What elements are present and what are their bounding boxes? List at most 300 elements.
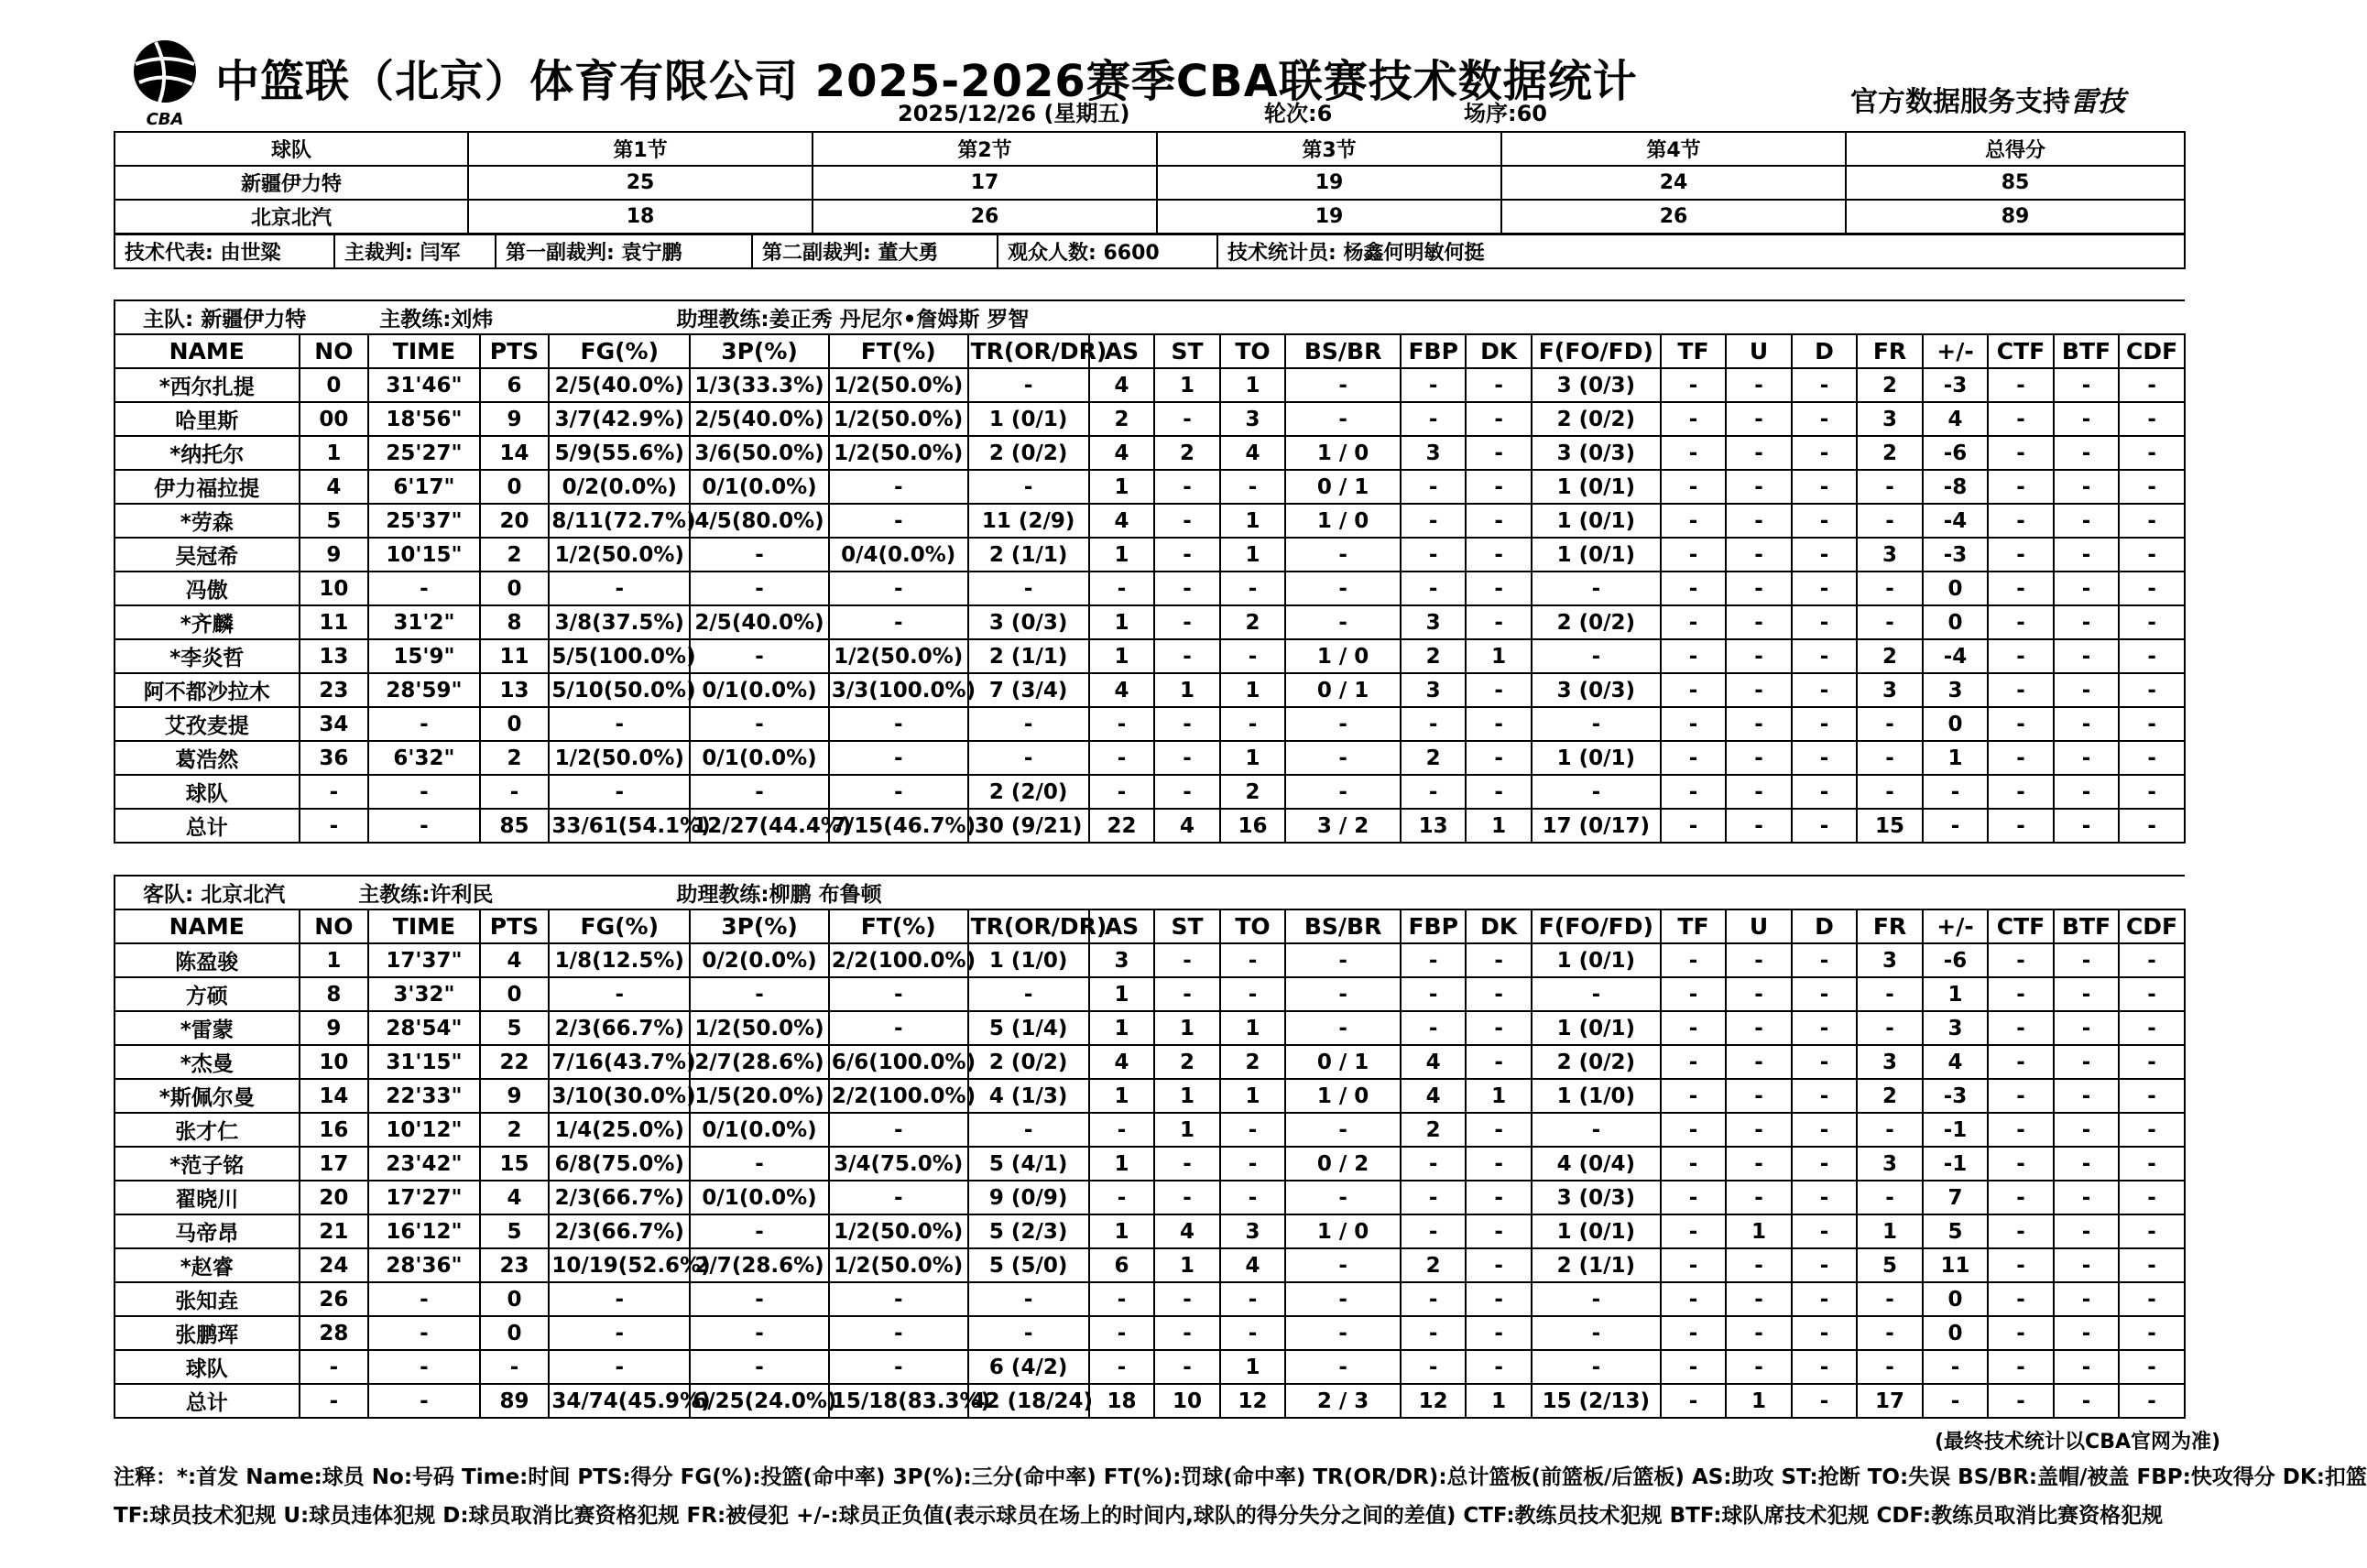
stat-cell: -: [2054, 605, 2120, 639]
stat-cell: -: [1988, 538, 2054, 572]
stat-cell: -: [829, 605, 968, 639]
stat-cell: -: [1661, 673, 1727, 707]
stat-cell: 1 / 0: [1285, 504, 1401, 538]
stat-cell: 1 (0/1): [1532, 538, 1661, 572]
quarter-cell: 第4节: [1501, 132, 1846, 166]
stat-cell: -: [2054, 470, 2120, 504]
stat-cell: -: [1726, 639, 1792, 673]
player-name: 艾孜麦提: [115, 707, 300, 741]
stat-cell: -: [1857, 504, 1923, 538]
stat-cell: 16'12": [368, 1214, 479, 1248]
player-row: [115, 1181, 2185, 1214]
stat-cell: -: [1661, 605, 1727, 639]
column-header: TO: [1220, 909, 1286, 943]
stat-cell: -: [1792, 741, 1858, 775]
stat-cell: -: [1089, 572, 1155, 605]
stat-cell: -: [1988, 1045, 2054, 1079]
column-header: NO: [300, 909, 369, 943]
player-name: 球队: [115, 1350, 300, 1384]
stat-cell: -: [690, 572, 829, 605]
stat-cell: -: [1466, 943, 1532, 977]
stat-cell: 9 (0/9): [968, 1181, 1089, 1214]
player-name: 翟晓川: [115, 1181, 300, 1214]
official-data-support: [1850, 79, 2125, 119]
stat-cell: -: [2054, 775, 2120, 809]
stat-cell: 17: [300, 1147, 369, 1181]
stat-cell: 2: [1857, 639, 1923, 673]
stat-cell: -: [1923, 1350, 1989, 1384]
stat-cell: -: [2119, 1181, 2185, 1214]
column-header: 3P(%): [690, 334, 829, 368]
stat-cell: 12: [1401, 1384, 1467, 1418]
stat-cell: 3/8(37.5%): [549, 605, 690, 639]
stat-cell: 4/5(80.0%): [690, 504, 829, 538]
stat-cell: -: [1726, 1045, 1792, 1079]
stat-cell: -: [1466, 775, 1532, 809]
stat-cell: 4: [1220, 436, 1286, 470]
stat-cell: 11: [300, 605, 369, 639]
stat-cell: -: [1220, 572, 1286, 605]
stat-cell: 3: [1401, 436, 1467, 470]
stat-cell: 1: [1923, 977, 1989, 1011]
stat-cell: -: [2054, 977, 2120, 1011]
stat-cell: 17'27": [368, 1181, 479, 1214]
stat-cell: -: [1466, 605, 1532, 639]
stat-cell: -: [300, 775, 369, 809]
stat-cell: -: [1792, 775, 1858, 809]
stat-cell: -: [1285, 1282, 1401, 1316]
stat-cell: -: [1532, 977, 1661, 1011]
stat-cell: 7/16(43.7%): [549, 1045, 690, 1079]
stat-cell: -: [1401, 775, 1467, 809]
stat-cell: -: [968, 470, 1089, 504]
stat-cell: -: [1089, 1113, 1155, 1147]
stat-cell: -: [1661, 809, 1727, 843]
column-header: BTF: [2054, 334, 2120, 368]
stat-cell: 3/7(42.9%): [549, 402, 690, 436]
stat-cell: -: [1726, 741, 1792, 775]
stat-cell: -: [1661, 470, 1727, 504]
stat-cell: 4: [1154, 1214, 1220, 1248]
stat-cell: 5/5(100.0%): [549, 639, 690, 673]
stat-cell: 4: [300, 470, 369, 504]
stat-cell: -: [1792, 1011, 1858, 1045]
player-row: [115, 1147, 2185, 1181]
stat-cell: -: [368, 1384, 479, 1418]
official-cell: 技术统计员: 杨鑫何明敏何挺: [1217, 234, 2185, 268]
stat-cell: -: [1988, 639, 2054, 673]
stat-cell: -: [1857, 741, 1923, 775]
player-name: 张鹏珲: [115, 1316, 300, 1350]
stat-cell: -: [1726, 1079, 1792, 1113]
stat-cell: -: [968, 741, 1089, 775]
stat-cell: -: [1792, 1079, 1858, 1113]
stat-cell: -: [2054, 639, 2120, 673]
stat-cell: -3: [1923, 368, 1989, 402]
stat-cell: -: [1466, 470, 1532, 504]
column-header: FG(%): [549, 334, 690, 368]
stat-cell: 1: [300, 436, 369, 470]
stat-cell: 1 / 0: [1285, 1079, 1401, 1113]
stat-cell: 0/2(0.0%): [549, 470, 690, 504]
stat-cell: -: [1154, 707, 1220, 741]
stat-cell: 0: [480, 470, 550, 504]
player-row: [115, 639, 2185, 673]
stat-cell: -: [1532, 1282, 1661, 1316]
stat-cell: 3/6(50.0%): [690, 436, 829, 470]
stat-cell: -: [829, 741, 968, 775]
column-header: TR(OR/DR): [968, 909, 1089, 943]
player-name: *李炎哲: [115, 639, 300, 673]
column-header: FT(%): [829, 334, 968, 368]
stat-cell: -: [1661, 1045, 1727, 1079]
stat-cell: -: [1857, 1316, 1923, 1350]
stat-cell: 4: [1154, 809, 1220, 843]
stat-cell: -: [829, 1350, 968, 1384]
stat-cell: -: [1792, 1384, 1858, 1418]
stat-cell: -: [1792, 436, 1858, 470]
stat-cell: -: [1285, 707, 1401, 741]
column-header: NAME: [115, 909, 300, 943]
stat-cell: 2: [1220, 1045, 1286, 1079]
stat-cell: 1: [1466, 1384, 1532, 1418]
player-name: 伊力福拉提: [115, 470, 300, 504]
column-header: ST: [1154, 909, 1220, 943]
stat-cell: 5 (2/3): [968, 1214, 1089, 1248]
stat-cell: -: [1220, 1147, 1286, 1181]
stat-cell: 4 (0/4): [1532, 1147, 1661, 1181]
player-row: [115, 809, 2185, 843]
stat-cell: 3: [1857, 943, 1923, 977]
stat-cell: 16: [1220, 809, 1286, 843]
stat-cell: -: [1154, 741, 1220, 775]
player-row: [115, 943, 2185, 977]
stat-cell: 2: [1401, 1248, 1467, 1282]
stat-cell: 1: [1220, 1011, 1286, 1045]
player-row: [115, 775, 2185, 809]
stat-cell: -: [1466, 436, 1532, 470]
column-header: CDF: [2119, 334, 2185, 368]
stat-cell: -: [1466, 1045, 1532, 1079]
stat-cell: 2 (0/2): [968, 436, 1089, 470]
stat-cell: -6: [1923, 436, 1989, 470]
column-header: AS: [1089, 909, 1155, 943]
stat-cell: -: [1726, 1011, 1792, 1045]
stat-cell: -: [1988, 775, 2054, 809]
stat-cell: 1 (0/1): [1532, 1011, 1661, 1045]
player-row: [115, 1113, 2185, 1147]
stat-cell: 0/4(0.0%): [829, 538, 968, 572]
quarter-cell: 24: [1501, 166, 1846, 200]
stat-cell: -: [1089, 1181, 1155, 1214]
stat-cell: -: [690, 977, 829, 1011]
stat-cell: 10: [300, 1045, 369, 1079]
stat-cell: -: [2119, 1316, 2185, 1350]
stat-cell: -: [2119, 1011, 2185, 1045]
player-name: 张知垚: [115, 1282, 300, 1316]
stat-cell: -: [1988, 741, 2054, 775]
stat-cell: -: [2054, 1282, 2120, 1316]
player-name: 总计: [115, 809, 300, 843]
stat-cell: 3: [1220, 402, 1286, 436]
stat-cell: -: [1661, 368, 1727, 402]
stat-cell: 0: [1923, 707, 1989, 741]
stat-cell: 2: [1154, 1045, 1220, 1079]
quarter-cell: 18: [468, 200, 813, 234]
stat-cell: -: [1466, 707, 1532, 741]
stat-cell: 3/3(100.0%): [829, 673, 968, 707]
stat-cell: -: [1285, 538, 1401, 572]
column-header: PTS: [480, 909, 550, 943]
column-header: ST: [1154, 334, 1220, 368]
stat-cell: 9: [480, 402, 550, 436]
stat-cell: 13: [480, 673, 550, 707]
stat-cell: 3 (0/3): [1532, 368, 1661, 402]
away-team-info-row: [115, 876, 2185, 909]
stat-cell: 20: [300, 1181, 369, 1214]
stat-cell: -: [2054, 1147, 2120, 1181]
stat-cell: -: [1285, 775, 1401, 809]
stat-cell: -: [1532, 1113, 1661, 1147]
stat-cell: -: [1154, 538, 1220, 572]
stat-cell: 3 / 2: [1285, 809, 1401, 843]
quarter-team-row: [115, 200, 2185, 234]
stat-cell: -: [1532, 639, 1661, 673]
stat-cell: 24: [300, 1248, 369, 1282]
stat-cell: 20: [480, 504, 550, 538]
quarter-cell: 新疆伊力特: [115, 166, 468, 200]
stat-cell: -: [1661, 741, 1727, 775]
quarter-cell: 第1节: [468, 132, 813, 166]
stat-cell: -: [1792, 707, 1858, 741]
stat-cell: -: [1661, 1011, 1727, 1045]
stat-cell: -: [1285, 572, 1401, 605]
stat-cell: -: [1220, 470, 1286, 504]
stat-cell: -: [1154, 470, 1220, 504]
stat-cell: -: [1792, 504, 1858, 538]
legend-line-2: TF:球员技术犯规 U:球员违体犯规 D:球员取消比赛资格犯规 FR:被侵犯 +/-:球员正负值(表示球员在场上的时间内,球队的得分失分之间的差值) CTF:教练员技术犯规 BTF:球队席技术犯规 CDF:教练员取消比赛资格犯规: [114, 1504, 2164, 1528]
stat-cell: -: [1726, 1147, 1792, 1181]
stat-cell: -8: [1923, 470, 1989, 504]
stat-cell: -: [1988, 572, 2054, 605]
stat-cell: 1/4(25.0%): [549, 1113, 690, 1147]
stat-cell: 3 (0/3): [1532, 1181, 1661, 1214]
stat-cell: 25'27": [368, 436, 479, 470]
stat-cell: 2: [1220, 605, 1286, 639]
column-header: NAME: [115, 334, 300, 368]
stat-cell: 1/2(50.0%): [549, 741, 690, 775]
column-header: AS: [1089, 334, 1155, 368]
stat-cell: 1/2(50.0%): [549, 538, 690, 572]
team-info-cell: [115, 300, 2185, 334]
stat-cell: 0 / 1: [1285, 470, 1401, 504]
stat-cell: -: [1923, 1384, 1989, 1418]
stat-cell: -: [2119, 775, 2185, 809]
stat-cell: -: [1857, 605, 1923, 639]
stat-cell: 11 (2/9): [968, 504, 1089, 538]
player-name: 葛浩然: [115, 741, 300, 775]
stat-cell: 1 (1/0): [1532, 1079, 1661, 1113]
stat-cell: 30 (9/21): [968, 809, 1089, 843]
stat-cell: -: [690, 538, 829, 572]
stat-cell: -: [1154, 1350, 1220, 1384]
stat-cell: -: [1726, 1316, 1792, 1350]
stat-cell: -: [1792, 943, 1858, 977]
stat-cell: 0: [1923, 605, 1989, 639]
stat-cell: 2 / 3: [1285, 1384, 1401, 1418]
stat-cell: -: [1661, 1350, 1727, 1384]
stat-cell: -: [1792, 977, 1858, 1011]
stat-cell: -: [2119, 1147, 2185, 1181]
stat-cell: -: [1285, 1248, 1401, 1282]
stat-cell: 2 (0/2): [1532, 1045, 1661, 1079]
stat-cell: -: [2054, 1113, 2120, 1147]
stat-cell: -: [2119, 402, 2185, 436]
stat-cell: 2 (1/1): [1532, 1248, 1661, 1282]
stat-cell: 8: [300, 977, 369, 1011]
stat-cell: -3: [1923, 538, 1989, 572]
stat-cell: -: [1220, 1316, 1286, 1350]
player-row: [115, 1248, 2185, 1282]
stat-cell: 4: [480, 943, 550, 977]
stat-cell: -: [368, 1316, 479, 1350]
stat-cell: -: [1792, 368, 1858, 402]
stat-cell: 4: [1220, 1248, 1286, 1282]
stat-cell: -: [968, 1113, 1089, 1147]
stat-cell: 1 / 0: [1285, 1214, 1401, 1248]
game-date: 2025/12/26 (星期五): [898, 101, 1130, 126]
stat-cell: -: [1285, 943, 1401, 977]
stat-cell: -: [368, 1350, 479, 1384]
stat-cell: 17: [1857, 1384, 1923, 1418]
stat-cell: 5: [480, 1214, 550, 1248]
stat-cell: -: [690, 1350, 829, 1384]
stat-cell: -: [2119, 368, 2185, 402]
stat-cell: 3: [1857, 1045, 1923, 1079]
stat-cell: -: [1285, 605, 1401, 639]
stat-cell: -: [1466, 741, 1532, 775]
column-header: F(FO/FD): [1532, 909, 1661, 943]
official-cell: 第一副裁判: 袁宁鹏: [496, 234, 752, 268]
stat-cell: -3: [1923, 1079, 1989, 1113]
stat-cell: 1: [1923, 741, 1989, 775]
player-row: [115, 436, 2185, 470]
stat-cell: -: [2054, 673, 2120, 707]
stat-cell: -: [968, 368, 1089, 402]
stat-cell: -: [1401, 402, 1467, 436]
stat-cell: -: [1726, 504, 1792, 538]
stat-cell: -: [368, 809, 479, 843]
stat-cell: -: [2054, 504, 2120, 538]
column-header: CDF: [2119, 909, 2185, 943]
stat-cell: -: [2119, 707, 2185, 741]
stat-cell: 22'33": [368, 1079, 479, 1113]
stat-cell: 3/4(75.0%): [829, 1147, 968, 1181]
game-round: 轮次:6: [1264, 101, 1333, 126]
stat-cell: 1 (0/1): [1532, 1214, 1661, 1248]
stat-cell: 34/74(45.9%): [549, 1384, 690, 1418]
stat-cell: -: [1726, 1113, 1792, 1147]
stat-cell: -: [690, 639, 829, 673]
team-name: 客队: 北京北汽: [143, 883, 286, 907]
column-header: FBP: [1401, 909, 1467, 943]
stat-cell: 0/1(0.0%): [690, 1181, 829, 1214]
column-header: FBP: [1401, 334, 1467, 368]
stat-cell: 1/2(50.0%): [829, 1214, 968, 1248]
stat-cell: 3: [1401, 605, 1467, 639]
stat-cell: 9: [300, 538, 369, 572]
stat-cell: 18: [1089, 1384, 1155, 1418]
player-row: [115, 572, 2185, 605]
stat-cell: 1: [300, 943, 369, 977]
stat-cell: -: [1401, 1282, 1467, 1316]
head-coach: 主教练:刘炜: [379, 308, 494, 332]
column-header: F(FO/FD): [1532, 334, 1661, 368]
stat-cell: -: [1401, 1181, 1467, 1214]
stat-cell: -: [480, 1350, 550, 1384]
stat-cell: -: [1466, 1113, 1532, 1147]
stat-cell: -: [2119, 809, 2185, 843]
player-row: [115, 1214, 2185, 1248]
stat-cell: 10/19(52.6%): [549, 1248, 690, 1282]
stat-cell: -: [1401, 470, 1467, 504]
stat-cell: -: [1401, 572, 1467, 605]
column-header: FR: [1857, 334, 1923, 368]
stat-cell: -: [690, 1214, 829, 1248]
stat-cell: 5/9(55.6%): [549, 436, 690, 470]
away-column-header-row: [115, 909, 2185, 943]
stat-cell: 3 (0/3): [1532, 673, 1661, 707]
stat-cell: -: [1220, 943, 1286, 977]
stat-cell: -: [1792, 1181, 1858, 1214]
stat-cell: 2: [1220, 775, 1286, 809]
stat-cell: 36: [300, 741, 369, 775]
stat-cell: 0: [1923, 1282, 1989, 1316]
stat-cell: -: [1792, 1147, 1858, 1181]
stat-cell: -: [2054, 572, 2120, 605]
stat-cell: 2 (1/1): [968, 538, 1089, 572]
home-team-info-row: [115, 300, 2185, 334]
stat-cell: 25'37": [368, 504, 479, 538]
stat-cell: 9: [300, 1011, 369, 1045]
stat-cell: 8: [480, 605, 550, 639]
column-header: NO: [300, 334, 369, 368]
stat-cell: 1 (0/1): [1532, 741, 1661, 775]
stat-cell: 2: [480, 538, 550, 572]
stat-cell: 15/18(83.3%): [829, 1384, 968, 1418]
stat-cell: -: [690, 775, 829, 809]
stat-cell: 1: [1220, 538, 1286, 572]
stat-cell: -: [1661, 436, 1727, 470]
stat-cell: -: [549, 977, 690, 1011]
stat-cell: -: [1661, 1384, 1727, 1418]
stat-cell: 1: [1726, 1384, 1792, 1418]
stat-cell: 28'54": [368, 1011, 479, 1045]
stat-cell: 3: [1923, 1011, 1989, 1045]
column-header: TIME: [368, 334, 479, 368]
stat-cell: -: [1857, 572, 1923, 605]
stat-cell: -: [1792, 538, 1858, 572]
stat-cell: -: [2119, 1079, 2185, 1113]
stat-cell: -: [1726, 538, 1792, 572]
stat-cell: 1 / 0: [1285, 639, 1401, 673]
stat-cell: 2/5(40.0%): [690, 605, 829, 639]
stat-cell: -: [829, 470, 968, 504]
stat-cell: 3: [1857, 538, 1923, 572]
stat-cell: 1: [1154, 673, 1220, 707]
player-name: 总计: [115, 1384, 300, 1418]
stat-cell: -: [1154, 402, 1220, 436]
